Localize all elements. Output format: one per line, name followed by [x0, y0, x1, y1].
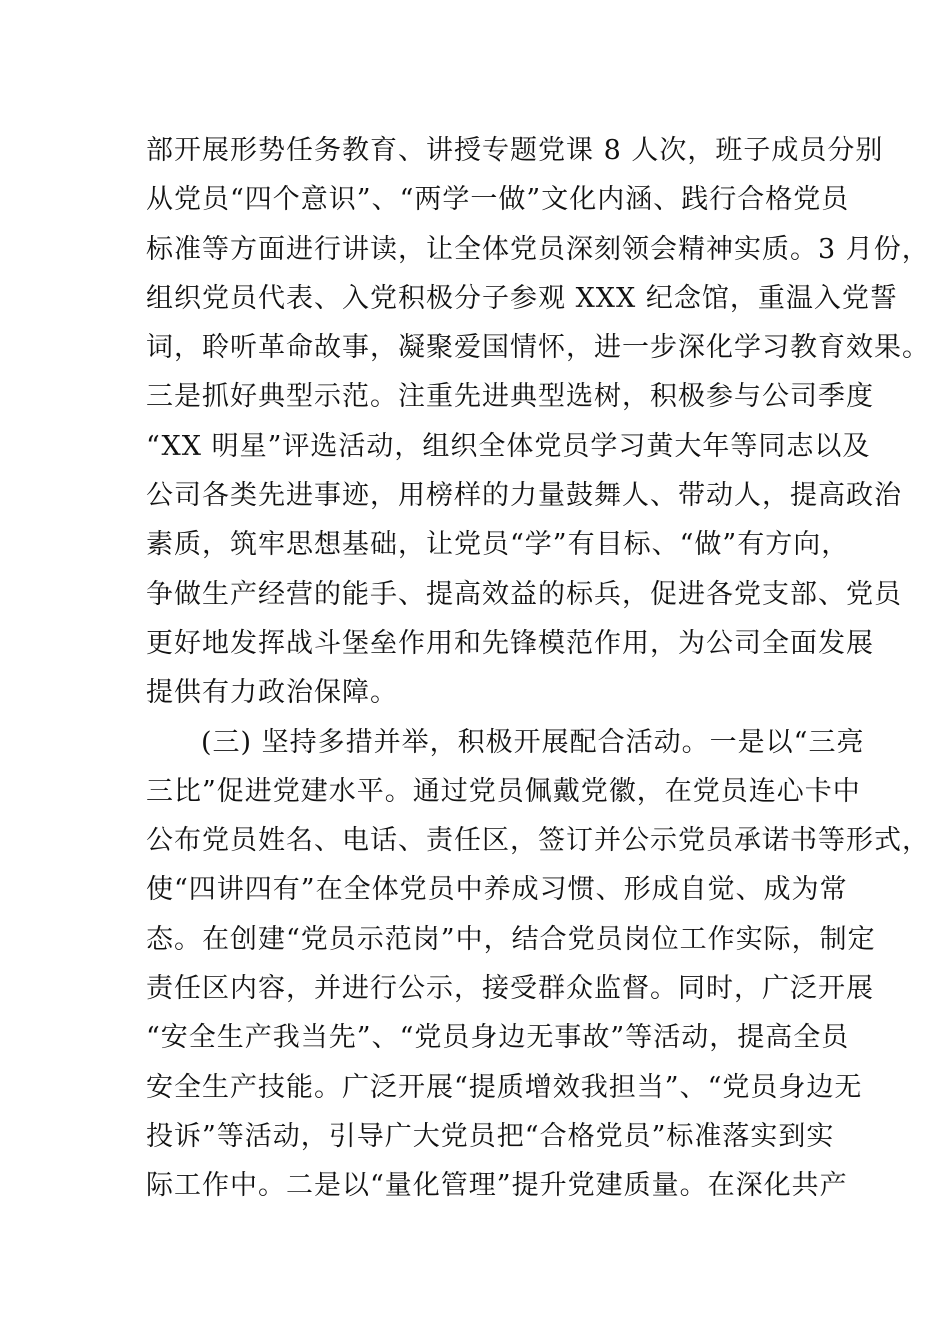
text-line: 提供有力政治保障。: [146, 677, 398, 709]
text-line: 更好地发挥战斗堡垒作用和先锋模范作用，为公司全面发展: [146, 627, 874, 659]
text-line: 组织党员代表、入党积极分子参观 XXX 纪念馆，重温入党誓: [146, 282, 898, 314]
text-line: 安全生产技能。广泛开展“提质增效我担当”、“党员身边无: [146, 1071, 863, 1103]
text-line: 公布党员姓名、电话、责任区，签订并公示党员承诺书等形式，: [146, 825, 930, 857]
text-line: 公司各类先进事迹，用榜样的力量鼓舞人、带动人，提高政治: [146, 480, 902, 512]
text-line: “XX 明星”评选活动，组织全体党员学习黄大年等同志以及: [146, 430, 871, 462]
text-line: 投诉”等活动，引导广大党员把“合格党员”标准落实到实: [146, 1120, 835, 1152]
text-line: 争做生产经营的能手、提高效益的标兵，促进各党支部、党员: [146, 578, 902, 610]
text-line: 三是抓好典型示范。注重先进典型选树，积极参与公司季度: [146, 381, 874, 413]
text-line: 责任区内容，并进行公示，接受群众监督。同时，广泛开展: [146, 973, 874, 1005]
text-line: 从党员“四个意识”、“两学一做”文化内涵、践行合格党员: [146, 184, 850, 216]
text-line: 使“四讲四有”在全体党员中养成习惯、形成自觉、成为常: [146, 874, 848, 906]
text-line: 际工作中。二是以“量化管理”提升党建质量。在深化共产: [146, 1170, 848, 1202]
text-line: 部开展形势任务教育、讲授专题党课 8 人次，班子成员分别: [146, 135, 884, 166]
section-heading-line: (三) 坚持多措并举，积极开展配合活动。一是以“三亮: [201, 726, 865, 758]
text-line: 三比”促进党建水平。通过党员佩戴党徽，在党员连心卡中: [146, 775, 861, 807]
text-line: 词，聆听革命故事，凝聚爱国情怀，进一步深化学习教育效果。: [146, 332, 930, 364]
text-line: “安全生产我当先”、“党员身边无事故”等活动，提高全员: [146, 1022, 850, 1054]
text-line: 标准等方面进行讲读，让全体党员深刻领会精神实质。3 月份，: [146, 233, 930, 265]
text-line: 素质，筑牢思想基础，让党员“学”有目标、“做”有方向，: [146, 529, 850, 561]
text-line: 态。在创建“党员示范岗”中，结合党员岗位工作实际，制定: [146, 923, 876, 955]
body-text: [146, 126, 930, 1211]
